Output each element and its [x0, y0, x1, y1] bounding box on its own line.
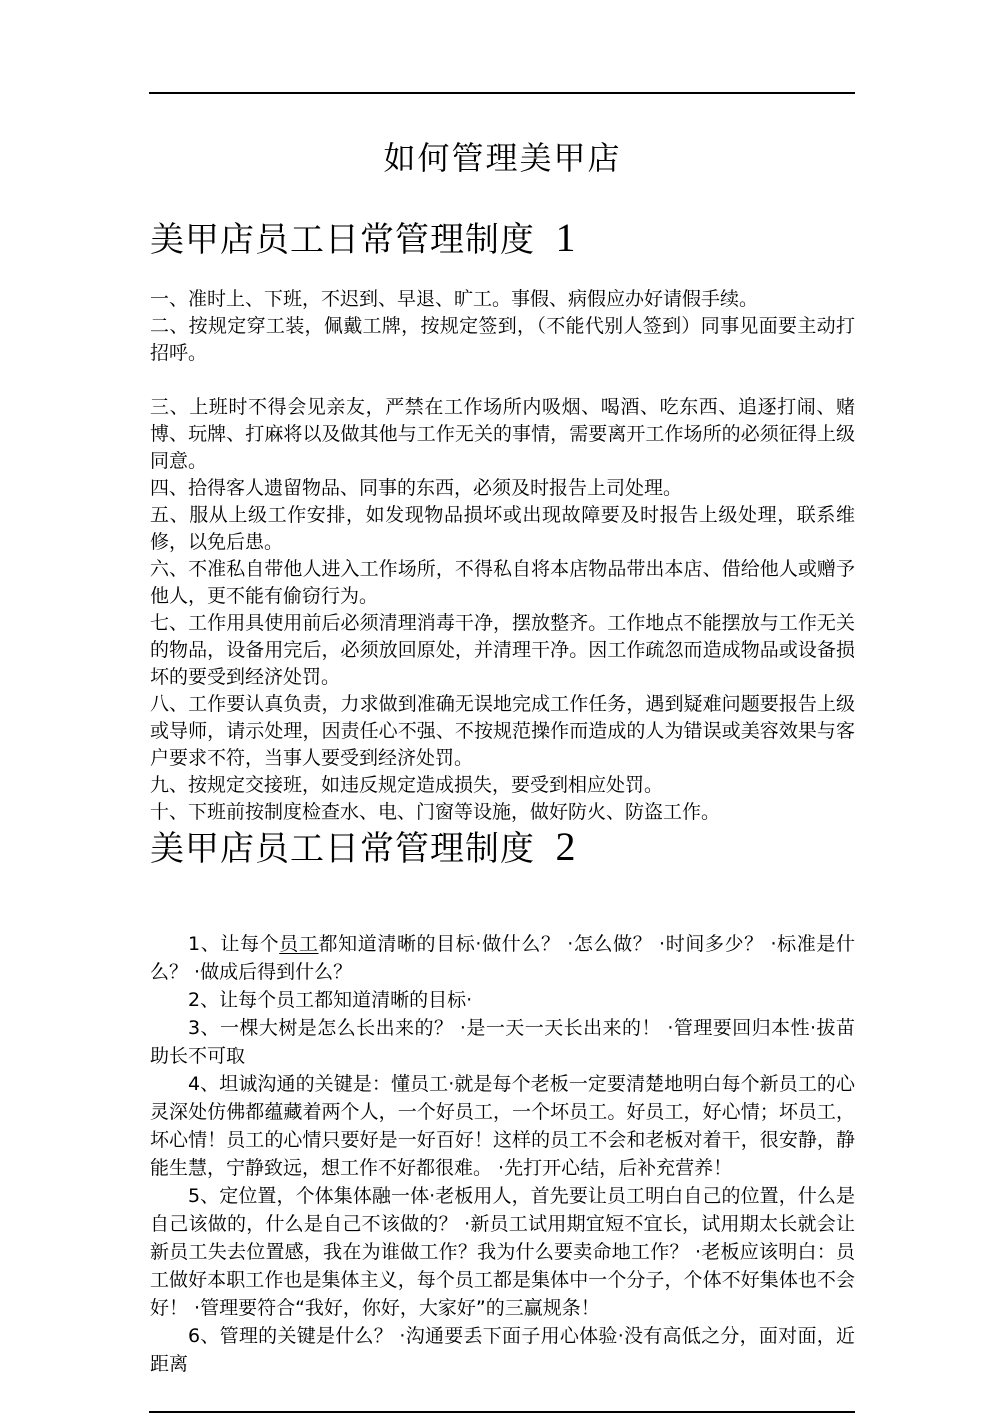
paragraph-text: 九、按规定交接班，如违反规定造成损失，要受到相应处罚。: [150, 774, 664, 796]
section-1-heading-number: 1: [555, 215, 577, 260]
paragraph: [150, 313, 855, 367]
paragraph-text: 五、服从上级工作安排，如发现物品损坏或出现故障要及时报告上级处理，联系维修，以免后患。: [150, 504, 855, 553]
paragraph-text: 5、定位置，个体集体融一体·老板用人，首先要让员工明白自己的位置，什么是自己该做的，什么是自己不该做的？ ·新员工试用期宜短不宜长，试用期太长就会让新员工失去位置感，我在为谁做工作？我为什么要卖命地工作？ ·老板应该明白：员工做好本职工作也是集体主义，每个员工都是集体中一个分子，个体不好集体也不会好！ ·管理要符合“我好，你好，大家好”的三赢规条！: [150, 1185, 855, 1319]
paragraph: [150, 475, 855, 502]
paragraph: [150, 1014, 855, 1070]
section-1-rule-list: [150, 286, 855, 826]
paragraph: [150, 556, 855, 610]
section-2-heading: [150, 826, 855, 870]
paragraph: [150, 394, 855, 475]
paragraph: [150, 1322, 855, 1378]
paragraph: [150, 286, 855, 313]
paragraph-text: 七、工作用具使用前后必须清理消毒干净，摆放整齐。工作地点不能摆放与工作无关的物品，设备用完后，必须放回原处，并清理干净。因工作疏忽而造成物品或设备损坏的要受到经济处罚。: [150, 612, 855, 688]
paragraph-text: 都知道清晰的目标·做什么？ ·怎么做？ ·时间多少？ ·标准是什么？ ·做成后得到什么？: [150, 933, 855, 983]
paragraph-text: 1、让每个: [188, 933, 280, 955]
paragraph-text: 4、坦诚沟通的关键是：懂员工·就是每个老板一定要清楚地明白每个新员工的心灵深处仿佛都蕴藏着两个人，一个好员工，一个坏员工。好员工，好心情；坏员工，坏心情！员工的心情只要好是一好百好！这样的员工不会和老板对着干，很安静，静能生慧，宁静致远，想工作不好都很难。 ·先打开心结，后补充营养！: [150, 1073, 855, 1179]
paragraph-text: 十、下班前按制度检查水、电、门窗等设施，做好防火、防盗工作。: [150, 801, 721, 823]
header-divider: [149, 92, 855, 94]
paragraph: [150, 1182, 855, 1322]
paragraph: [150, 772, 855, 799]
paragraph-text: 二、按规定穿工装，佩戴工牌，按规定签到，（不能代别人签到）同事见面要主动打招呼。: [150, 315, 855, 364]
paragraph: [150, 502, 855, 556]
paragraph-text: 一、准时上、下班，不迟到、早退、旷工。事假、病假应办好请假手续。: [150, 288, 759, 310]
paragraph-text: 3、一棵大树是怎么长出来的？ ·是一天一天长出来的！ ·管理要回归本性·拔苗助长不可取: [150, 1017, 855, 1067]
section-2-heading-number: 2: [555, 824, 577, 869]
paragraph-text: 八、工作要认真负责，力求做到准确无误地完成工作任务，遇到疑难问题要报告上级或导师，请示处理，因责任心不强、不按规范操作而造成的人为错误或美容效果与客户要求不符，当事人要受到经济处罚。: [150, 693, 855, 769]
paragraph: [150, 930, 855, 986]
paragraph: [150, 610, 855, 691]
section-2-heading-text: 美甲店员工日常管理制度: [150, 830, 535, 868]
paragraph: [150, 986, 855, 1014]
paragraph-text: 三、上班时不得会见亲友，严禁在工作场所内吸烟、喝酒、吃东西、追逐打闹、赌博、玩牌、打麻将以及做其他与工作无关的事情，需要离开工作场所的必须征得上级同意。: [150, 396, 855, 472]
paragraph-text: 6、管理的关键是什么？ ·沟通要丢下面子用心体验·没有高低之分，面对面，近距离: [150, 1325, 855, 1375]
paragraph: [150, 691, 855, 772]
section-1-heading: [150, 217, 855, 261]
paragraph: [150, 1070, 855, 1182]
document-title: 如何管理美甲店: [383, 140, 622, 176]
paragraph: [150, 799, 855, 826]
section-2-item-list: [150, 930, 855, 1378]
paragraph-text: 四、拾得客人遗留物品、同事的东西，必须及时报告上司处理。: [150, 477, 683, 499]
paragraph-text: 六、不准私自带他人进入工作场所，不得私自将本店物品带出本店、借给他人或赠予他人，更不能有偷窃行为。: [150, 558, 855, 607]
section-1-heading-text: 美甲店员工日常管理制度: [150, 221, 535, 259]
document-page: [150, 0, 855, 1413]
blank-line: [150, 367, 855, 394]
paragraph-text: 2、让每个员工都知道清晰的目标·: [188, 989, 473, 1011]
underlined-term: 员工: [279, 933, 319, 955]
